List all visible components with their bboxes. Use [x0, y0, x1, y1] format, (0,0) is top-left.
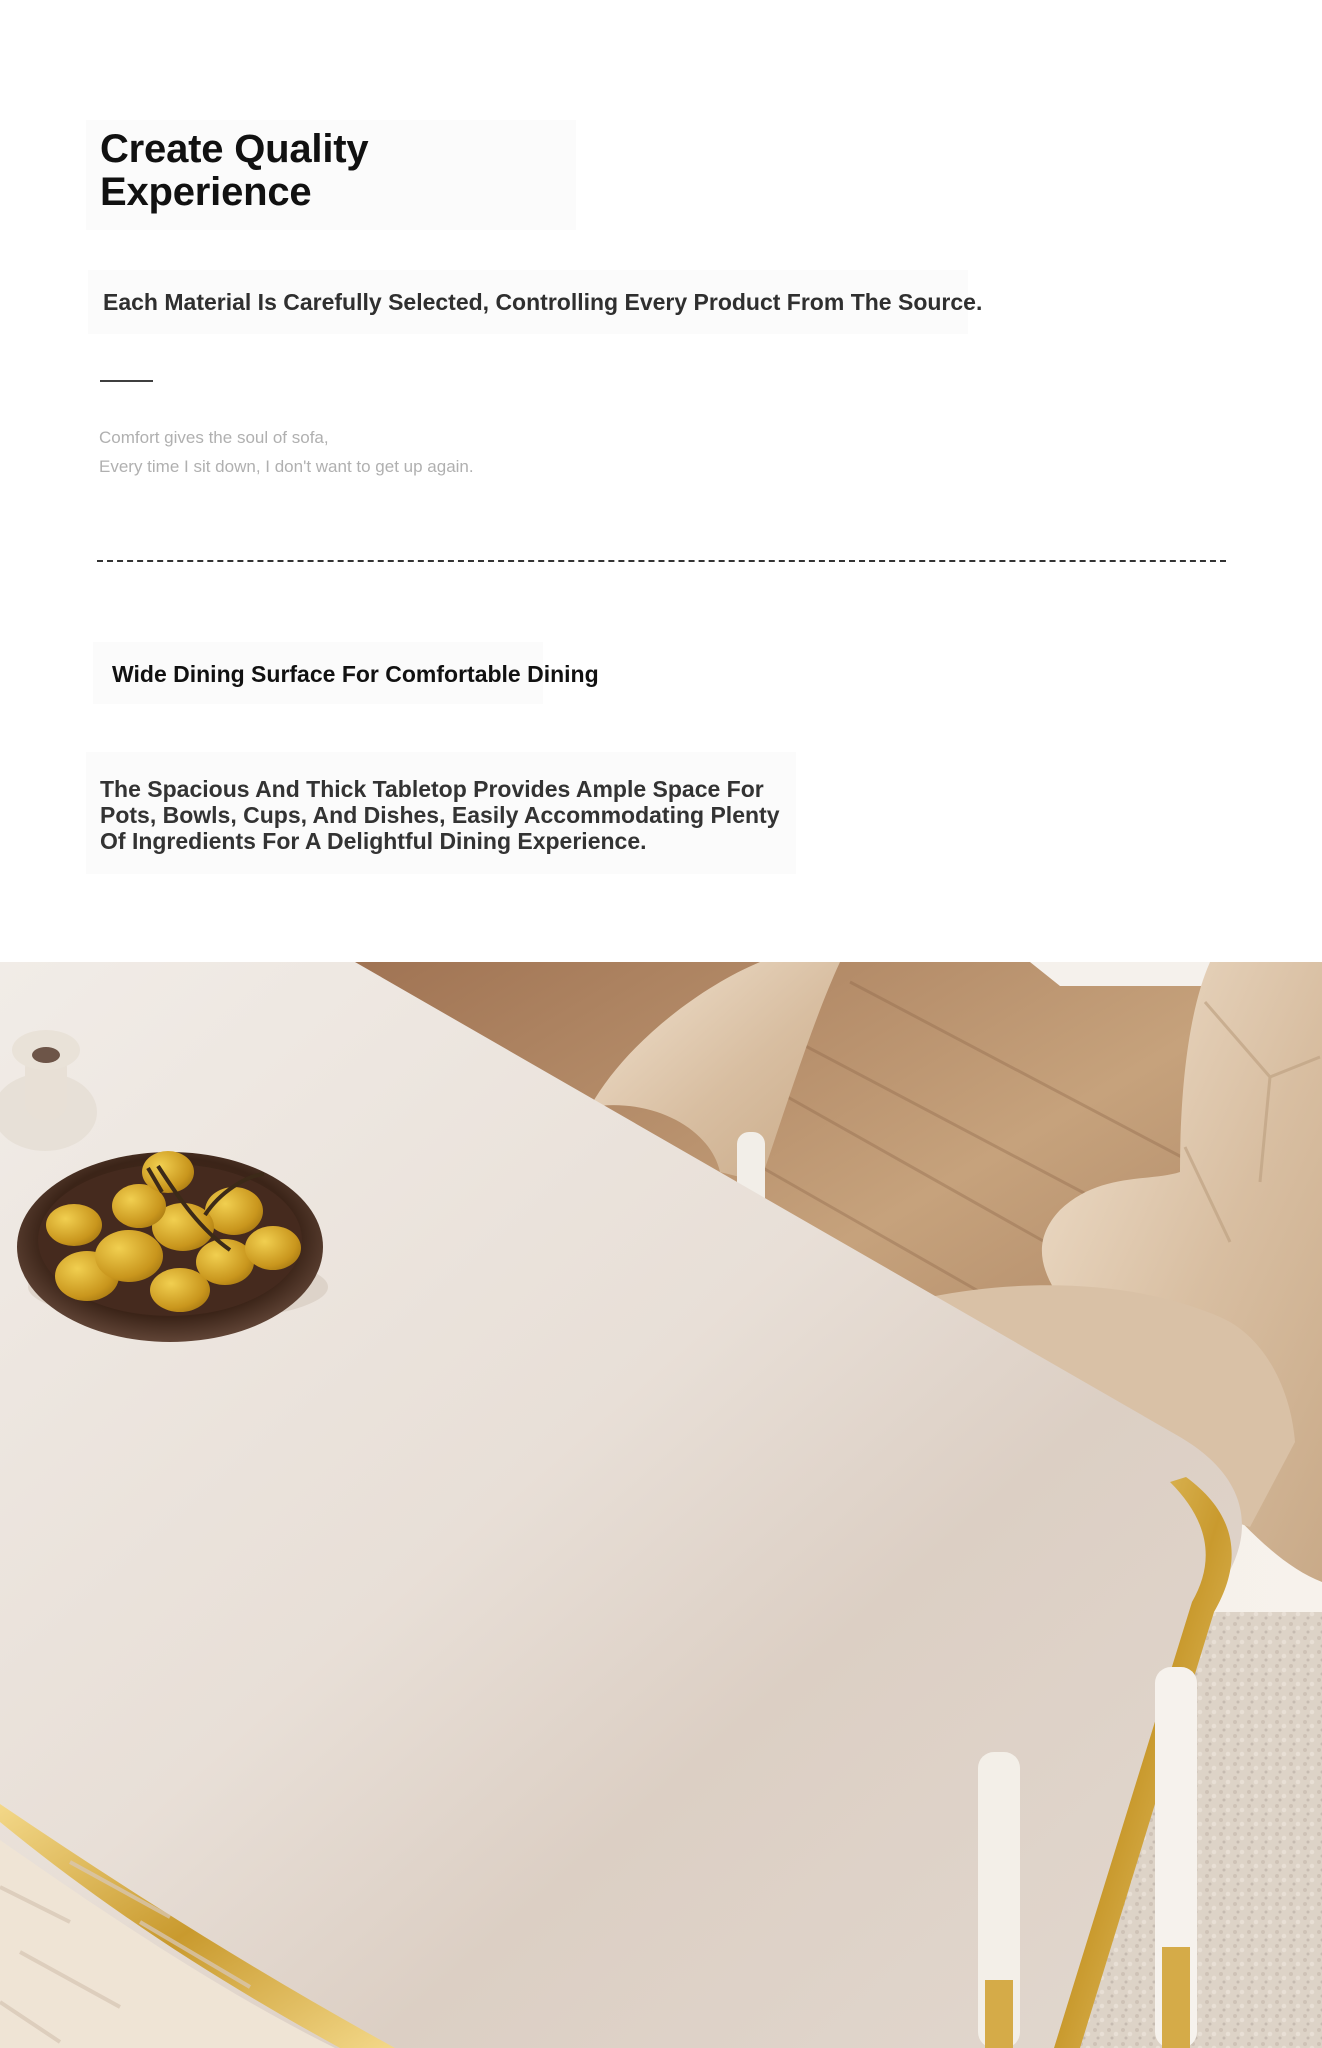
quote-line-1: Comfort gives the soul of sofa, [99, 428, 329, 447]
product-photo [0, 962, 1322, 2048]
dashed-divider [97, 560, 1226, 562]
vase-opening [32, 1047, 60, 1063]
lemon-2 [95, 1230, 163, 1282]
page-title: Create Quality Experience [100, 127, 369, 214]
table-leg-right-gold [985, 1980, 1013, 2048]
table-leg-front-gold [1162, 1947, 1190, 2048]
lemon-9 [46, 1204, 102, 1246]
feature-title: Wide Dining Surface For Comfortable Dining [112, 661, 599, 687]
short-divider [100, 380, 153, 382]
quote-line-2: Every time I sit down, I don't want to get up again. [99, 457, 474, 476]
lemon-5 [245, 1226, 301, 1270]
page-subtitle: Each Material Is Carefully Selected, Controlling Every Product From The Source. [103, 289, 983, 315]
feature-description: The Spacious And Thick Tabletop Provides Ample Space For Pots, Bowls, Cups, And Dishes, Easily Accommodating Plenty Of Ingredients For A Delightful Dining Experience. [100, 776, 780, 854]
